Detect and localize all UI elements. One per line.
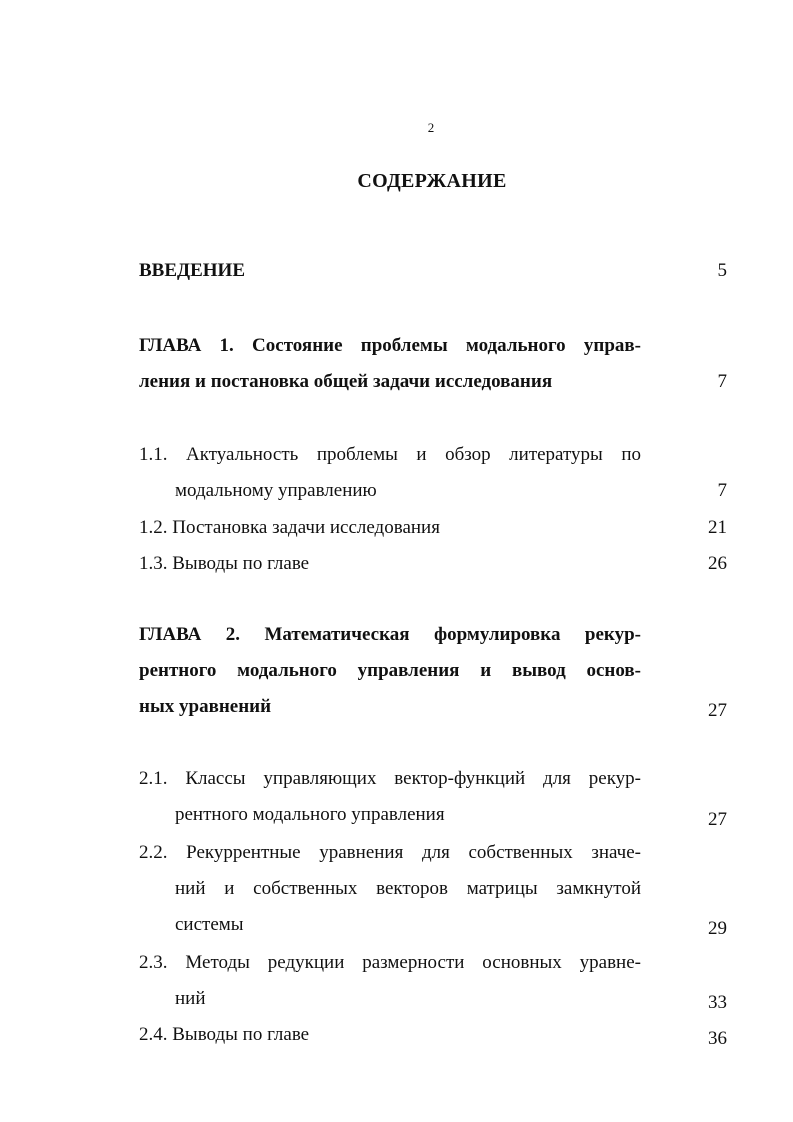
toc-2-2-line3: системы	[175, 914, 244, 935]
toc-2-3-page: 33	[708, 992, 727, 1013]
toc-intro-label: ВВЕДЕНИЕ	[139, 260, 245, 281]
toc-2-4-page: 36	[708, 1028, 727, 1049]
toc-2-4-label: 2.4. Выводы по главе	[139, 1024, 310, 1045]
toc-1-1-page: 7	[717, 480, 727, 501]
toc-2-2-line2: ний и собственных векторов матрицы замкнутой	[175, 878, 641, 899]
toc-chapter2-page: 27	[708, 700, 727, 721]
toc-1-2-label: 1.2. Постановка задачи исследования	[139, 517, 440, 538]
toc-2-2-page: 29	[708, 918, 727, 939]
toc-chapter2-line1: ГЛАВА 2. Математическая формулировка рекур-	[139, 624, 641, 645]
toc-1-2-page: 21	[708, 517, 727, 538]
toc-2-1-line1: 2.1. Классы управляющих вектор-функций для рекур-	[139, 768, 641, 789]
toc-chapter1-page: 7	[717, 371, 727, 392]
toc-chapter2-line2: рентного модального управления и вывод основ-	[139, 660, 641, 681]
toc-2-3-line1: 2.3. Методы редукции размерности основных уравне-	[139, 952, 641, 973]
toc-2-1-page: 27	[708, 809, 727, 830]
page-number: 2	[427, 120, 435, 135]
page-title: СОДЕРЖАНИЕ	[357, 170, 507, 192]
toc-2-3-line2: ний	[175, 988, 206, 1009]
toc-intro-page: 5	[717, 260, 727, 281]
toc-chapter2-line3: ных уравнений	[139, 696, 272, 717]
toc-chapter1-line1: ГЛАВА 1. Состояние проблемы модального управ-	[139, 335, 641, 356]
toc-1-3-page: 26	[708, 553, 727, 574]
toc-2-1-line2: рентного модального управления	[175, 804, 445, 825]
toc-2-2-line1: 2.2. Рекуррентные уравнения для собственных значе-	[139, 842, 641, 863]
toc-chapter1-line2: ления и постановка общей задачи исследования	[139, 371, 553, 392]
toc-1-1-line2: модальному управлению	[175, 480, 377, 501]
toc-1-3-label: 1.3. Выводы по главе	[139, 553, 310, 574]
toc-1-1-line1: 1.1. Актуальность проблемы и обзор литературы по	[139, 444, 641, 465]
